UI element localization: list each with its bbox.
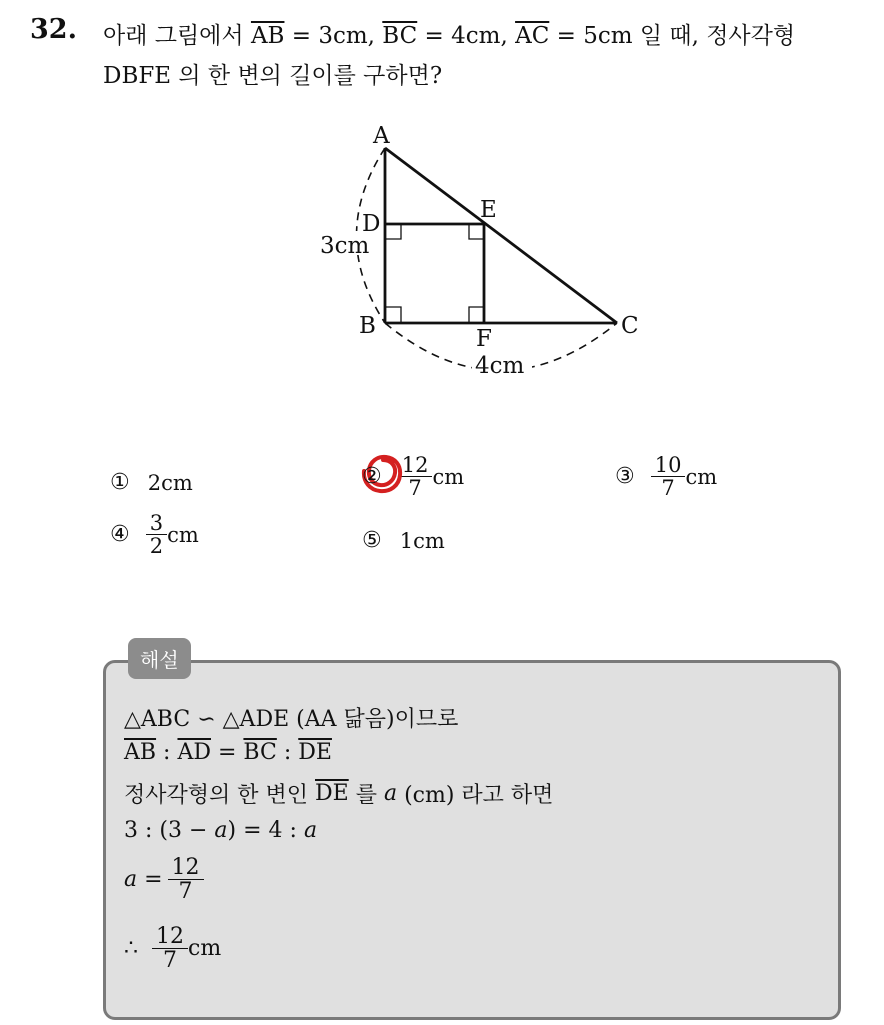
- solution-fraction: $\frac{12}{7}$: [154, 925, 186, 972]
- option-fraction: $\frac{3}{2}$: [148, 512, 165, 557]
- option-2[interactable]: ② $\frac{12}{7}$ cm: [362, 453, 465, 501]
- length-ab: 3cm: [320, 233, 370, 259]
- label-e: E: [480, 197, 497, 223]
- question-text-line2: DBFE 의 한 변의 길이를 구하면?: [103, 63, 443, 89]
- label-f: F: [476, 326, 492, 352]
- right-angle-f: [469, 307, 484, 323]
- label-d: D: [362, 211, 381, 237]
- label-b: B: [359, 313, 376, 339]
- option-marker: ④: [110, 522, 130, 548]
- segment-ac: $\overline{AC}$: [515, 23, 550, 49]
- triangle-figure: [300, 118, 660, 388]
- solution-tag: 해설: [128, 638, 191, 679]
- option-marker: ②: [362, 464, 382, 490]
- segment-ab: $\overline{AB}$: [250, 23, 285, 49]
- therefore-symbol: ∴: [124, 936, 138, 962]
- segment-bc: $\overline{BC}$: [382, 23, 418, 49]
- right-angle-d: [385, 224, 401, 239]
- length-bc: 4cm: [475, 353, 525, 379]
- option-marker: ③: [615, 464, 635, 490]
- option-fraction: $\frac{10}{7}$: [653, 454, 684, 499]
- solution-line-2: $\overline{AB}$ : $\overline{AD}$ = $\overline{BC}$ : $\overline{DE}$: [124, 740, 332, 765]
- option-fraction: $\frac{12}{7}$: [400, 454, 431, 499]
- option-1[interactable]: [110, 470, 193, 495]
- solution-line-4: 3 : (3 − a ) = 4 : a: [124, 818, 318, 843]
- edge-ac: [385, 148, 617, 323]
- label-c: C: [621, 313, 639, 339]
- question-number: 32.: [30, 14, 77, 45]
- option-marker: ①: [110, 470, 130, 495]
- label-a: A: [373, 123, 390, 149]
- option-4[interactable]: ④ $\frac{3}{2}$ cm: [110, 511, 199, 559]
- option-value: 1cm: [399, 528, 445, 553]
- solution-line-3: 정사각형의 한 변인 $\overline{DE}$ 를 a (cm) 라고 하면: [124, 781, 554, 808]
- solution-line-1: △ABC ∽ △ADE (AA 닮음)이므로: [124, 707, 459, 732]
- option-marker: ⑤: [362, 528, 382, 553]
- right-angle-b: [385, 307, 401, 323]
- option-value: 2cm: [147, 470, 193, 495]
- question-text-line1: 아래 그림에서 $\overline{AB} = 3cm$, $\overline{BC} = 4cm$, $\overline{AC} = 5cm$ 일 때, 정사각형: [103, 23, 796, 49]
- solution-line-6: ∴ $\frac{12}{7}$ cm: [124, 924, 222, 974]
- solution-line-5: a = $\frac{12}{7}$: [124, 856, 204, 903]
- option-5[interactable]: [362, 528, 445, 553]
- solution-fraction: $\frac{12}{7}$: [170, 856, 202, 903]
- option-3[interactable]: ③ $\frac{10}{7}$ cm: [615, 453, 718, 501]
- right-angle-e: [469, 224, 484, 239]
